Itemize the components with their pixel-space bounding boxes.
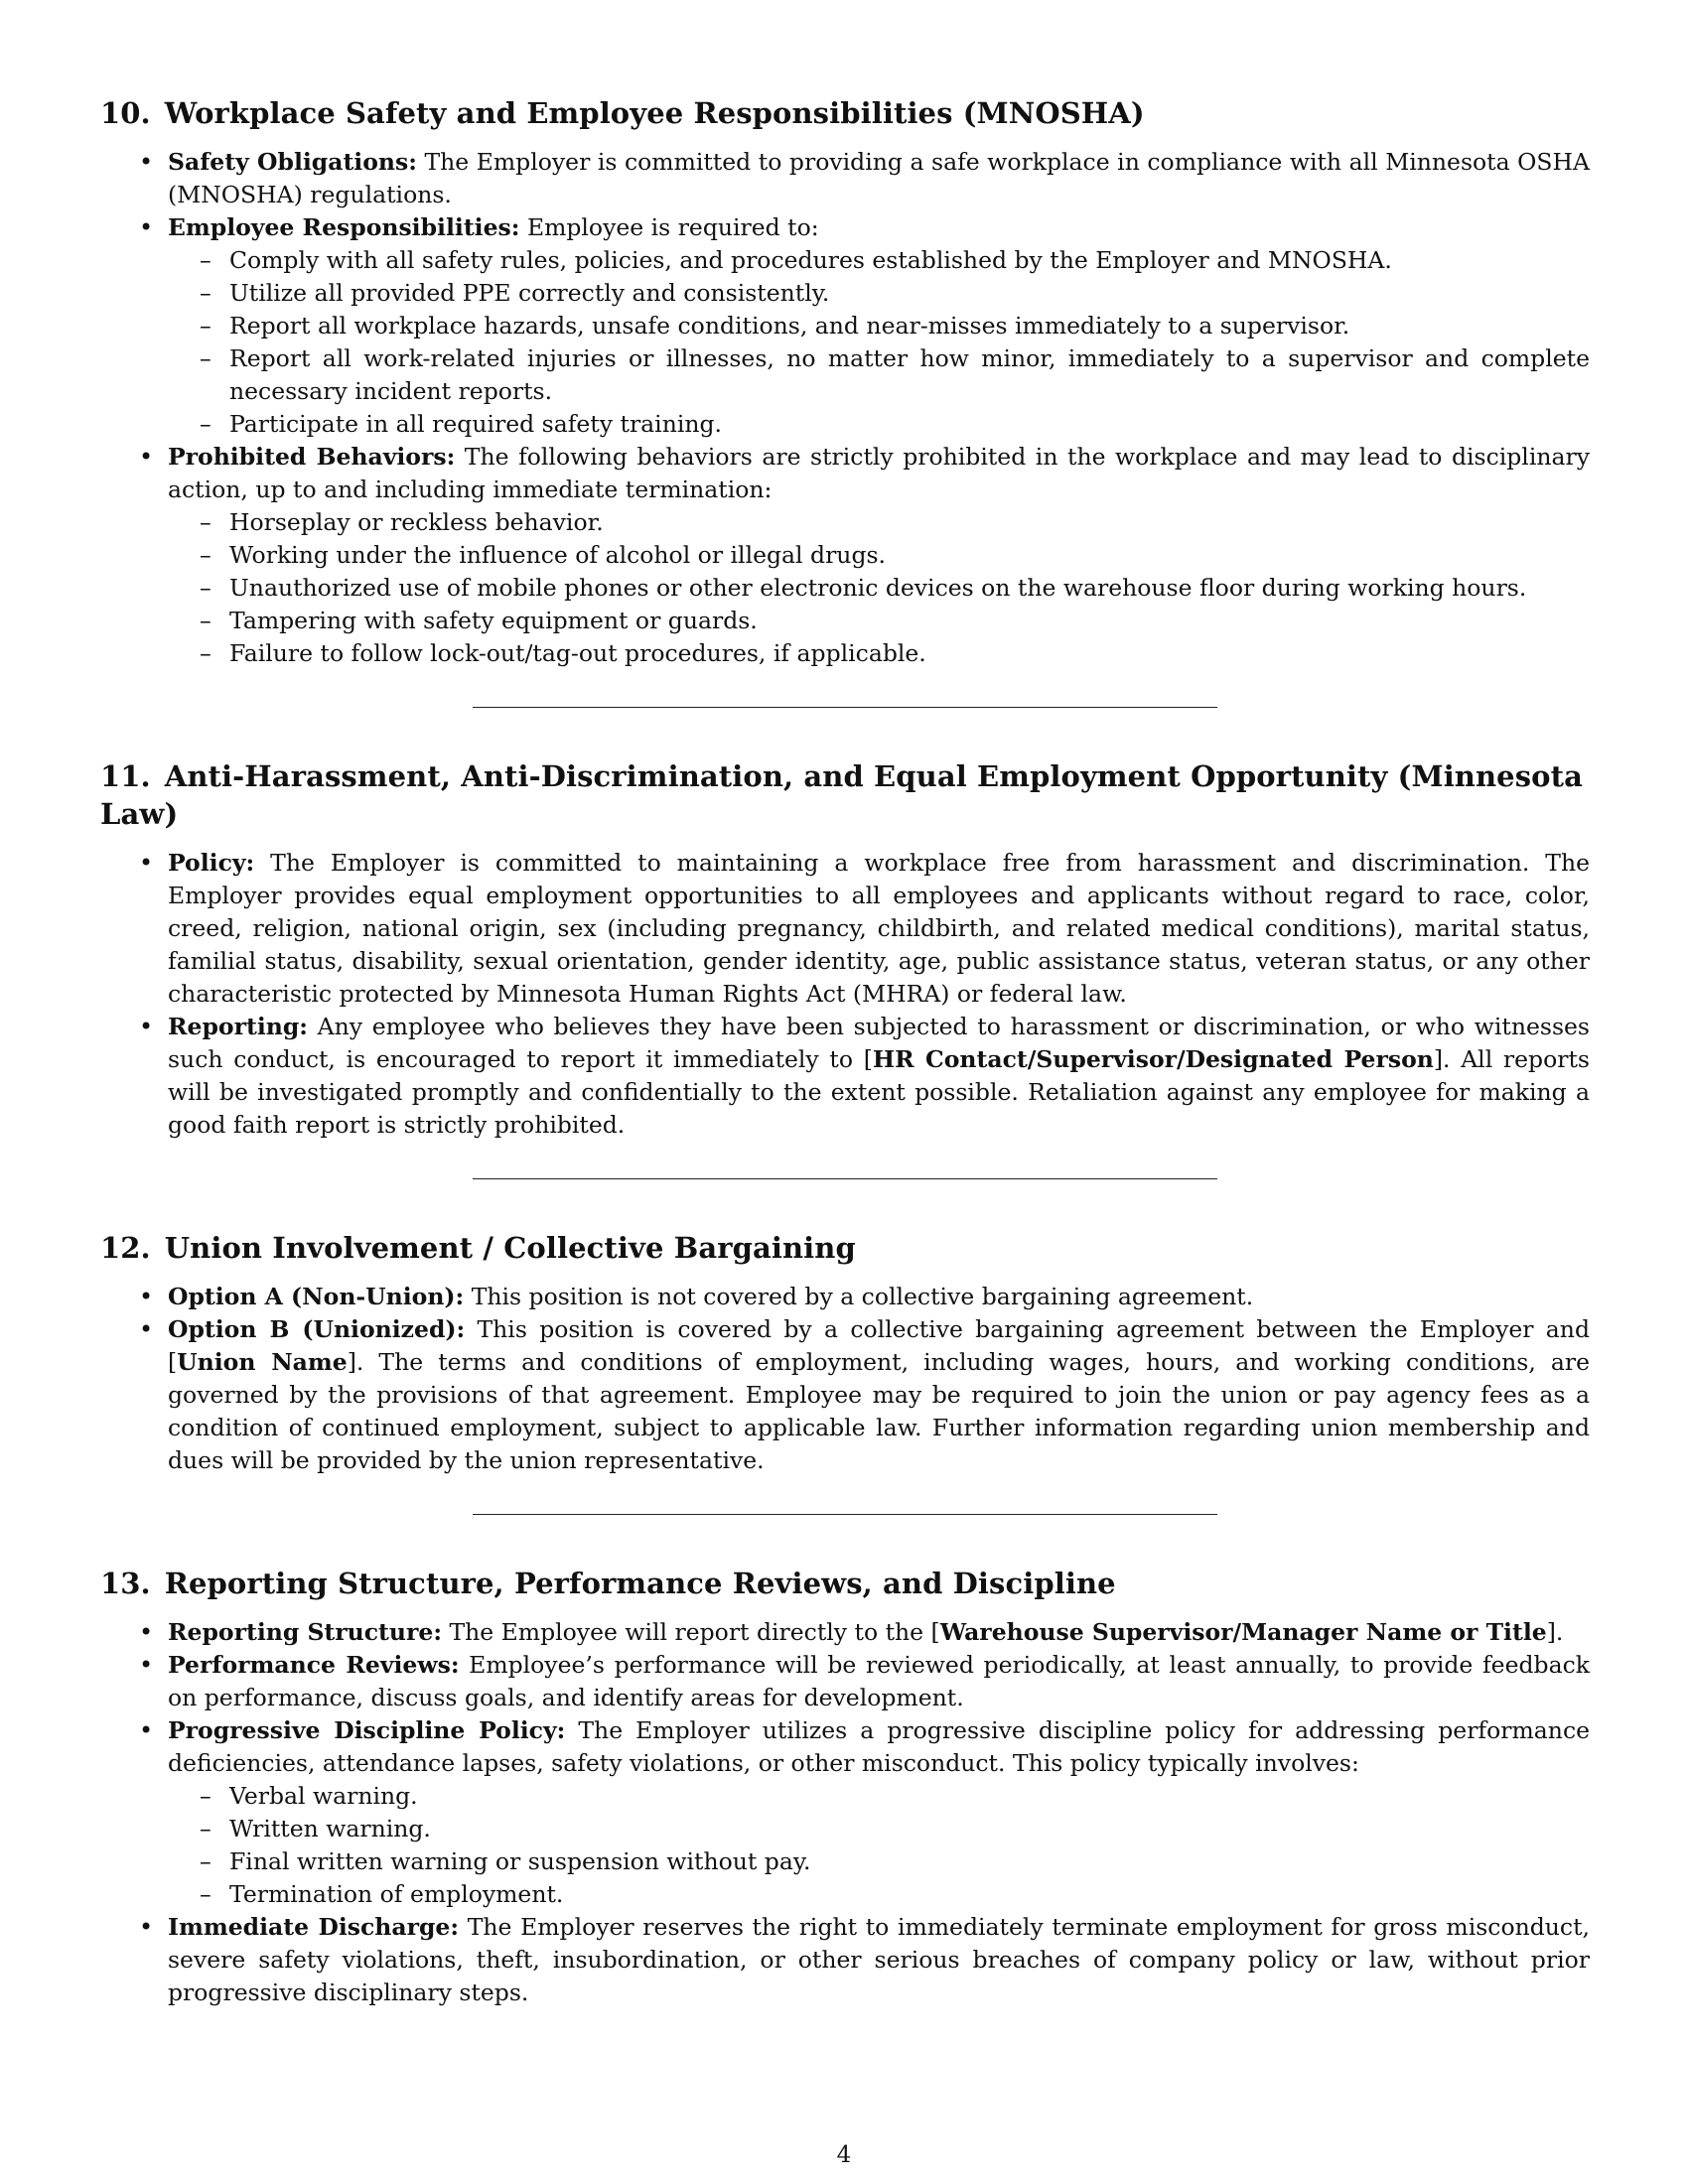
section-number: 11.: [100, 759, 151, 793]
item-text: Any employee who believes they have been subjected to harassment or discrimination, or who witnesses such conduct, is encouraged to report it immediately to [: [168, 1013, 1590, 1073]
sub-list-item: – Verbal warning.: [229, 1780, 1590, 1813]
item-label: Reporting Structure:: [168, 1618, 442, 1646]
item-text: The Employee will report directly to the [: [442, 1618, 940, 1646]
section-divider: [473, 707, 1217, 708]
placeholder-field: Warehouse Supervisor/Manager Name or Title: [939, 1618, 1547, 1646]
section-12-heading: [100, 1229, 1590, 1267]
section-number: 12.: [100, 1231, 151, 1265]
list-item: [168, 441, 1590, 670]
item-label: Performance Reviews:: [168, 1651, 460, 1679]
section-title: Reporting Structure, Performance Reviews, and Discipline: [164, 1567, 1116, 1600]
section-10-list: [100, 146, 1590, 670]
list-item: [168, 211, 1590, 441]
placeholder-field: Union Name: [177, 1348, 348, 1376]
item-label: Immediate Discharge:: [168, 1913, 460, 1941]
list-item: [168, 1281, 1590, 1313]
section-number: 13.: [100, 1567, 151, 1600]
item-text: Employee’s performance will be reviewed periodically, at least annually, to provide feedback on performance, discuss goals, and identify areas for development.: [168, 1651, 1590, 1711]
section-12-list: [100, 1281, 1590, 1477]
section-13-list: [100, 1616, 1590, 2009]
section-title: Anti-Harassment, Anti-Discrimination, and Equal Employment Opportunity (Minnesota Law): [100, 759, 1583, 831]
item-label: Option B (Unionized):: [168, 1315, 466, 1343]
sub-list-item: – Participate in all required safety training.: [229, 408, 1590, 441]
list-item: [168, 146, 1590, 211]
section-title: Union Involvement / Collective Bargaining: [164, 1231, 856, 1265]
item-text: The Employer is committed to providing a safe workplace in compliance with all Minnesota OSHA (MNOSHA) regulations.: [168, 148, 1590, 208]
section-11-list: [100, 847, 1590, 1142]
list-item: [168, 1616, 1590, 1649]
item-label: Employee Responsibilities:: [168, 213, 520, 241]
section-10-heading: [100, 94, 1590, 132]
section-divider: [473, 1178, 1217, 1179]
item-label: Reporting:: [168, 1013, 308, 1040]
section-title: Workplace Safety and Employee Responsibilities (MNOSHA): [164, 96, 1145, 130]
sub-list-item: – Unauthorized use of mobile phones or other electronic devices on the warehouse floor during working hours.: [229, 572, 1590, 605]
sub-list-item: – Comply with all safety rules, policies, and procedures established by the Employer and MNOSHA.: [229, 244, 1590, 277]
document-page: [100, 94, 1590, 2009]
section-13-heading: [100, 1565, 1590, 1602]
section-13: [100, 1565, 1590, 2009]
sub-list-item: – Report all work-related injuries or illnesses, no matter how minor, immediately to a supervisor and complete necessary incident reports.: [229, 342, 1590, 408]
list-item: [168, 847, 1590, 1011]
item-text: The Employer is committed to maintaining a workplace free from harassment and discrimination. The Employer provides equal employment opportunities to all employees and applicants without regard to race, color, creed, religion, national origin, sex (including pregnancy, childbirth, and related medical conditions), marital status, familial status, disability, sexual orientation, gender identity, age, public assistance status, veteran status, or any other characteristic protected by Minnesota Human Rights Act (MHRA) or federal law.: [168, 849, 1590, 1008]
sub-list-item: – Written warning.: [229, 1813, 1590, 1845]
sub-list: [168, 244, 1590, 441]
item-text: ]. All reports will be investigated promptly and confidentially to the extent possible. Retaliation against any employee for making a good faith report is strictly prohibited.: [168, 1045, 1590, 1139]
list-item: [168, 1649, 1590, 1714]
list-item: [168, 1011, 1590, 1142]
list-item: [168, 1714, 1590, 1911]
section-10: [100, 94, 1590, 670]
sub-list: [168, 1780, 1590, 1911]
sub-list-item: – Report all workplace hazards, unsafe conditions, and near-misses immediately to a supervisor.: [229, 310, 1590, 342]
sub-list-item: – Utilize all provided PPE correctly and consistently.: [229, 277, 1590, 310]
item-label: Safety Obligations:: [168, 148, 417, 176]
item-text: The Employer utilizes a progressive discipline policy for addressing performance deficiencies, attendance lapses, safety violations, or other misconduct. This policy typically involves:: [168, 1716, 1591, 1777]
item-text: ].: [1546, 1618, 1564, 1646]
sub-list: [168, 506, 1590, 670]
sub-list-item: – Termination of employment.: [229, 1878, 1590, 1911]
item-label: Option A (Non-Union):: [168, 1283, 465, 1310]
sub-list-item: – Working under the influence of alcohol or illegal drugs.: [229, 539, 1590, 572]
list-item: [168, 1313, 1590, 1477]
placeholder-field: HR Contact/Supervisor/Designated Person: [872, 1045, 1434, 1073]
item-text: This position is covered by a collective bargaining agreement between the Employer and [: [168, 1315, 1590, 1376]
item-text: This position is not covered by a collective bargaining agreement.: [464, 1283, 1254, 1310]
sub-list-item: – Failure to follow lock-out/tag-out procedures, if applicable.: [229, 637, 1590, 670]
section-11-heading: [100, 757, 1590, 833]
section-divider: [473, 1514, 1217, 1515]
page-number: 4: [836, 2142, 852, 2168]
sub-list-item: – Tampering with safety equipment or guards.: [229, 605, 1590, 637]
section-number: 10.: [100, 96, 151, 130]
sub-list-item: – Horseplay or reckless behavior.: [229, 506, 1590, 539]
sub-list-item: – Final written warning or suspension without pay.: [229, 1845, 1590, 1878]
item-label: Policy:: [168, 849, 255, 877]
item-text: The Employer reserves the right to immediately terminate employment for gross misconduct, severe safety violations, theft, insubordination, or other serious breaches of company policy or law, without prior progressive disciplinary steps.: [168, 1913, 1590, 2006]
item-label: Prohibited Behaviors:: [168, 443, 456, 471]
item-text: The following behaviors are strictly prohibited in the workplace and may lead to disciplinary action, up to and including immediate termination:: [168, 443, 1590, 503]
item-text: ]. The terms and conditions of employment, including wages, hours, and working conditions, are governed by the provisions of that agreement. Employee may be required to join the union or pay agency fees as a condition of continued employment, subject to applicable law. Further information regarding union membership and dues will be provided by the union representative.: [168, 1348, 1590, 1474]
list-item: [168, 1911, 1590, 2009]
section-11: [100, 757, 1590, 1142]
section-12: [100, 1229, 1590, 1477]
item-label: Progressive Discipline Policy:: [168, 1716, 566, 1744]
item-text: Employee is required to:: [519, 213, 819, 241]
